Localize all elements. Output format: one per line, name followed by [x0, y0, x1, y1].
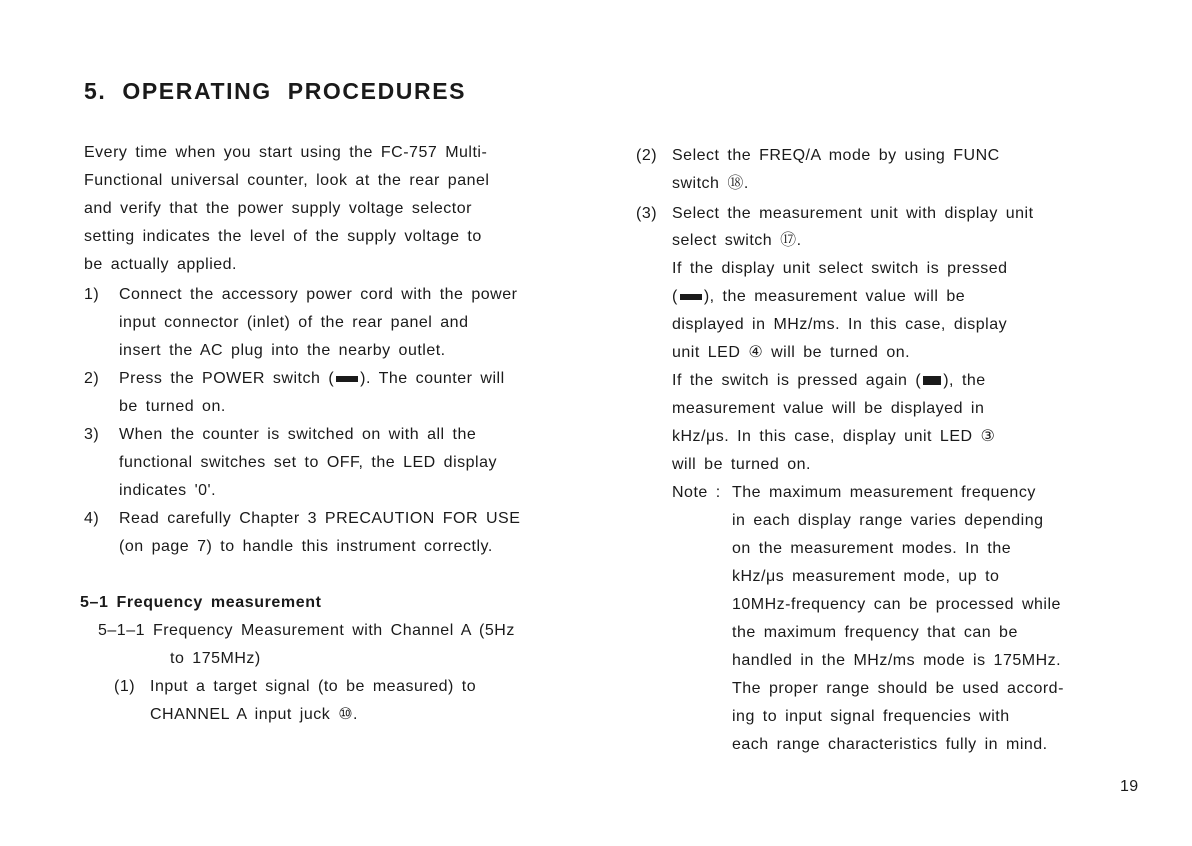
step-line: Input a target signal (to be measured) to	[150, 678, 477, 695]
list-item-line: indicates '0'.	[119, 482, 217, 499]
list-item-line: (on page 7) to handle this instrument correctly.	[119, 538, 493, 555]
note-label: Note :	[672, 484, 721, 501]
list-marker: 1)	[84, 286, 100, 303]
intro-line: be actually applied.	[84, 256, 237, 273]
step-line: Select the FREQ/A mode by using FUNC	[672, 147, 1000, 164]
para-line: displayed in MHz/ms. In this case, display	[672, 316, 1008, 333]
note-line: the maximum frequency that can be	[732, 624, 1018, 641]
note-line: 10MHz-frequency can be processed while	[732, 596, 1061, 613]
page-title: 5. OPERATING PROCEDURES	[84, 78, 467, 104]
list-marker: 4)	[84, 510, 100, 527]
para-line	[672, 287, 965, 307]
note-line: ing to input signal frequencies with	[732, 708, 1010, 725]
intro-line: Every time when you start using the FC-757 Multi-	[84, 144, 488, 161]
switch-released-icon	[336, 376, 358, 382]
list-item-line: be turned on.	[119, 398, 226, 415]
subsection-heading: to 175MHz)	[170, 650, 261, 667]
para-text: (	[672, 288, 678, 305]
switch-released-icon	[680, 294, 702, 300]
intro-line: and verify that the power supply voltage selector	[84, 200, 472, 217]
note-line: handled in the MHz/ms mode is 175MHz.	[732, 652, 1062, 669]
para-line: unit LED ④ will be turned on.	[672, 344, 911, 361]
para-text: ), the	[943, 372, 986, 389]
note-line: kHz/μs measurement mode, up to	[732, 568, 1000, 585]
note-line: each range characteristics fully in mind.	[732, 736, 1048, 753]
list-item-line: functional switches set to OFF, the LED display	[119, 454, 497, 471]
para-line: will be turned on.	[672, 456, 811, 473]
list-item-line: input connector (inlet) of the rear panel and	[119, 314, 469, 331]
step-line: CHANNEL A input juck ⑩.	[150, 706, 358, 723]
note-line: The maximum measurement frequency	[732, 484, 1036, 501]
step-line: Select the measurement unit with display unit	[672, 205, 1034, 222]
list-item-line: Read carefully Chapter 3 PRECAUTION FOR USE	[119, 510, 521, 527]
note-line: on the measurement modes. In the	[732, 540, 1012, 557]
list-item-text: ). The counter will	[360, 370, 505, 387]
list-marker: 2)	[84, 370, 100, 387]
note-line: The proper range should be used accord-	[732, 680, 1064, 697]
intro-line: Functional universal counter, look at the rear panel	[84, 172, 490, 189]
list-item-text: Press the POWER switch (	[119, 370, 335, 387]
para-text: If the switch is pressed again (	[672, 372, 922, 389]
step-marker: (3)	[636, 205, 658, 222]
switch-pressed-icon	[923, 376, 941, 385]
note-line: in each display range varies depending	[732, 512, 1044, 529]
subsection-heading: 5–1–1 Frequency Measurement with Channel A (5Hz	[98, 622, 515, 639]
para-line	[672, 371, 986, 391]
para-line: measurement value will be displayed in	[672, 400, 985, 417]
step-marker: (1)	[114, 678, 136, 695]
list-item-line	[119, 369, 505, 389]
para-line: kHz/μs. In this case, display unit LED ③	[672, 428, 996, 445]
para-text: ), the measurement value will be	[703, 288, 966, 305]
list-item-line: Connect the accessory power cord with the power	[119, 286, 518, 303]
list-marker: 3)	[84, 426, 100, 443]
intro-line: setting indicates the level of the supply voltage to	[84, 228, 482, 245]
list-item-line: When the counter is switched on with all the	[119, 426, 477, 443]
list-item-line: insert the AC plug into the nearby outlet.	[119, 342, 446, 359]
step-line: switch ⑱.	[672, 175, 749, 192]
page-number: 19	[1120, 778, 1139, 795]
step-line: select switch ⑰.	[672, 232, 802, 249]
step-marker: (2)	[636, 147, 658, 164]
section-heading: 5–1 Frequency measurement	[80, 594, 322, 611]
para-line: If the display unit select switch is pressed	[672, 260, 1008, 277]
